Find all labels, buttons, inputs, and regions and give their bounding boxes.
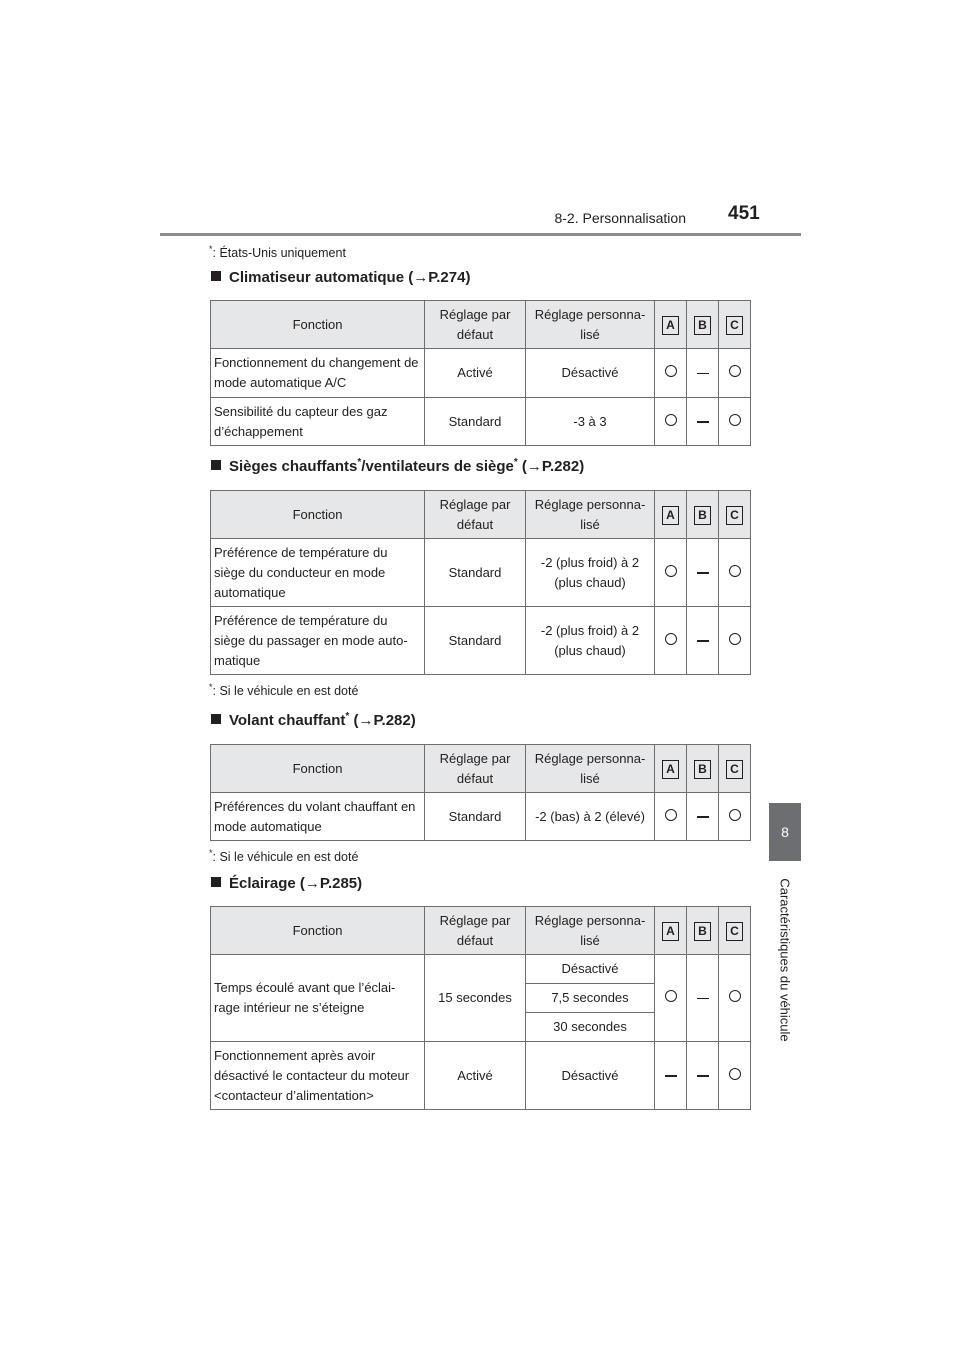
col-defaut: Réglage par défaut <box>425 745 526 793</box>
header-rule <box>160 233 801 236</box>
dash-mark-icon <box>665 1075 677 1076</box>
col-a <box>655 745 687 793</box>
footnote-mark: * <box>209 244 213 254</box>
footnote-text: : Si le véhicule en est doté <box>212 684 359 699</box>
letter-b-box: B <box>694 506 711 525</box>
cell-b <box>687 955 719 1042</box>
cell-defaut: Standard <box>425 607 526 675</box>
bullet-square-icon <box>211 877 221 887</box>
col-fonction: Fonction <box>211 301 425 349</box>
footnote-mark: * <box>209 682 213 692</box>
cell-perso-option: 7,5 secondes <box>526 984 655 1013</box>
col-perso: Réglage personna-lisé <box>526 745 655 793</box>
table-row <box>211 349 751 398</box>
col-perso: Réglage personna-lisé <box>526 907 655 955</box>
cell-c <box>719 793 751 841</box>
chapter-tab <box>769 803 801 861</box>
cell-b <box>687 539 719 607</box>
circle-mark-icon <box>665 414 677 426</box>
cell-perso: -2 (plus froid) à 2 (plus chaud) <box>526 539 655 607</box>
cell-perso: -2 (bas) à 2 (élevé) <box>526 793 655 841</box>
col-defaut: Réglage par défaut <box>425 301 526 349</box>
page-number: 451 <box>728 203 760 224</box>
footnote-volant <box>209 848 358 864</box>
heading-sieges <box>211 457 584 475</box>
cell-fonction: Préférence de température du siège du passager en mode auto-matique <box>211 607 425 675</box>
section-title: 8-2. Personnalisation <box>554 210 686 226</box>
cell-c <box>719 349 751 398</box>
cell-perso: -3 à 3 <box>526 398 655 446</box>
table-row <box>211 955 751 984</box>
letter-b-box: B <box>694 316 711 335</box>
circle-mark-icon <box>729 414 741 426</box>
cell-defaut: Activé <box>425 1042 526 1110</box>
heading-text-a: Sièges chauffants <box>229 458 358 475</box>
cell-defaut: Standard <box>425 793 526 841</box>
col-c <box>719 301 751 349</box>
col-fonction: Fonction <box>211 491 425 539</box>
cell-a <box>655 793 687 841</box>
dash-mark-icon <box>697 998 709 999</box>
cell-a <box>655 607 687 675</box>
footnote-text: : États-Unis uniquement <box>212 246 346 261</box>
cell-perso: -2 (plus froid) à 2 (plus chaud) <box>526 607 655 675</box>
col-a <box>655 907 687 955</box>
table-eclairage <box>210 906 751 1110</box>
cell-fonction: Préférences du volant chauffant en mode automatique <box>211 793 425 841</box>
cell-defaut: Standard <box>425 398 526 446</box>
heading-climatiseur <box>211 269 470 286</box>
col-perso: Réglage personna-lisé <box>526 301 655 349</box>
letter-c-box: C <box>726 760 743 779</box>
heading-text: Éclairage (→P.285) <box>229 875 363 892</box>
letter-b-box: B <box>694 922 711 941</box>
circle-mark-icon <box>729 633 741 645</box>
table-sieges <box>210 490 751 675</box>
cell-fonction: Temps écoulé avant que l’éclai-rage intérieur ne s’éteigne <box>211 955 425 1042</box>
letter-b-box: B <box>694 760 711 779</box>
col-c <box>719 745 751 793</box>
circle-mark-icon <box>729 990 741 1002</box>
table-row <box>211 793 751 841</box>
letter-a-box: A <box>662 506 679 525</box>
dash-mark-icon <box>697 816 709 817</box>
cell-c <box>719 539 751 607</box>
cell-defaut: 15 secondes <box>425 955 526 1042</box>
heading-text: Climatiseur automatique (→P.274) <box>229 269 471 286</box>
circle-mark-icon <box>665 365 677 377</box>
cell-c <box>719 398 751 446</box>
letter-c-box: C <box>726 506 743 525</box>
col-b <box>687 301 719 349</box>
bullet-square-icon <box>211 271 221 281</box>
cell-fonction: Préférence de température du siège du conducteur en mode automatique <box>211 539 425 607</box>
cell-a <box>655 398 687 446</box>
table-row <box>211 607 751 675</box>
dash-mark-icon <box>697 373 709 374</box>
dash-mark-icon <box>697 421 709 422</box>
col-defaut: Réglage par défaut <box>425 907 526 955</box>
dash-mark-icon <box>697 640 709 641</box>
col-fonction: Fonction <box>211 907 425 955</box>
circle-mark-icon <box>665 633 677 645</box>
table-header-row <box>211 491 751 539</box>
heading-mark: * <box>345 711 350 722</box>
cell-a <box>655 539 687 607</box>
table-header-row <box>211 301 751 349</box>
circle-mark-icon <box>665 990 677 1002</box>
cell-b <box>687 349 719 398</box>
col-b <box>687 907 719 955</box>
chapter-number: 8 <box>781 824 789 840</box>
footnote-text: : Si le véhicule en est doté <box>212 850 359 865</box>
circle-mark-icon <box>665 809 677 821</box>
dash-mark-icon <box>697 1075 709 1076</box>
col-fonction: Fonction <box>211 745 425 793</box>
heading-text-b: /ventilateurs de siège <box>361 458 514 475</box>
col-defaut: Réglage par défaut <box>425 491 526 539</box>
circle-mark-icon <box>729 365 741 377</box>
footnote-mark: * <box>209 848 213 858</box>
cell-defaut: Activé <box>425 349 526 398</box>
cell-defaut: Standard <box>425 539 526 607</box>
circle-mark-icon <box>729 809 741 821</box>
cell-b <box>687 793 719 841</box>
col-c <box>719 907 751 955</box>
cell-c <box>719 607 751 675</box>
cell-c <box>719 1042 751 1110</box>
table-row <box>211 539 751 607</box>
letter-c-box: C <box>726 316 743 335</box>
table-row <box>211 398 751 446</box>
letter-c-box: C <box>726 922 743 941</box>
bullet-square-icon <box>211 714 221 724</box>
table-header-row <box>211 745 751 793</box>
cell-perso: Désactivé <box>526 1042 655 1110</box>
cell-a <box>655 955 687 1042</box>
heading-text-a: Volant chauffant <box>229 712 346 729</box>
circle-mark-icon <box>665 565 677 577</box>
circle-mark-icon <box>729 565 741 577</box>
heading-volant <box>211 711 416 729</box>
cell-a <box>655 1042 687 1110</box>
cell-c <box>719 955 751 1042</box>
cell-fonction: Fonctionnement après avoir désactivé le contacteur du moteur <contacteur d’alimentation> <box>211 1042 425 1110</box>
footnote-sieges <box>209 682 358 698</box>
heading-eclairage <box>211 875 362 892</box>
dash-mark-icon <box>697 572 709 573</box>
letter-a-box: A <box>662 922 679 941</box>
footnote-top <box>209 244 346 260</box>
cell-perso-option: 30 secondes <box>526 1013 655 1042</box>
circle-mark-icon <box>729 1068 741 1080</box>
heading-mark: * <box>357 457 362 468</box>
table-row <box>211 1042 751 1110</box>
cell-perso-option: Désactivé <box>526 955 655 984</box>
col-a <box>655 491 687 539</box>
letter-a-box: A <box>662 316 679 335</box>
chapter-title: Caractéristiques du véhicule <box>777 878 793 1042</box>
cell-b <box>687 607 719 675</box>
bullet-square-icon <box>211 460 221 470</box>
col-c <box>719 491 751 539</box>
table-header-row <box>211 907 751 955</box>
col-perso: Réglage personna-lisé <box>526 491 655 539</box>
table-volant <box>210 744 751 841</box>
cell-b <box>687 398 719 446</box>
letter-a-box: A <box>662 760 679 779</box>
col-b <box>687 491 719 539</box>
table-climatiseur <box>210 300 751 446</box>
col-b <box>687 745 719 793</box>
cell-perso: Désactivé <box>526 349 655 398</box>
heading-text-c: (→P.282) <box>349 712 416 729</box>
heading-mark: * <box>513 457 518 468</box>
cell-fonction: Sensibilité du capteur des gaz d’échappement <box>211 398 425 446</box>
col-a <box>655 301 687 349</box>
heading-text-c: (→P.282) <box>517 458 585 475</box>
cell-fonction: Fonctionnement du changement de mode automatique A/C <box>211 349 425 398</box>
cell-b <box>687 1042 719 1110</box>
cell-a <box>655 349 687 398</box>
